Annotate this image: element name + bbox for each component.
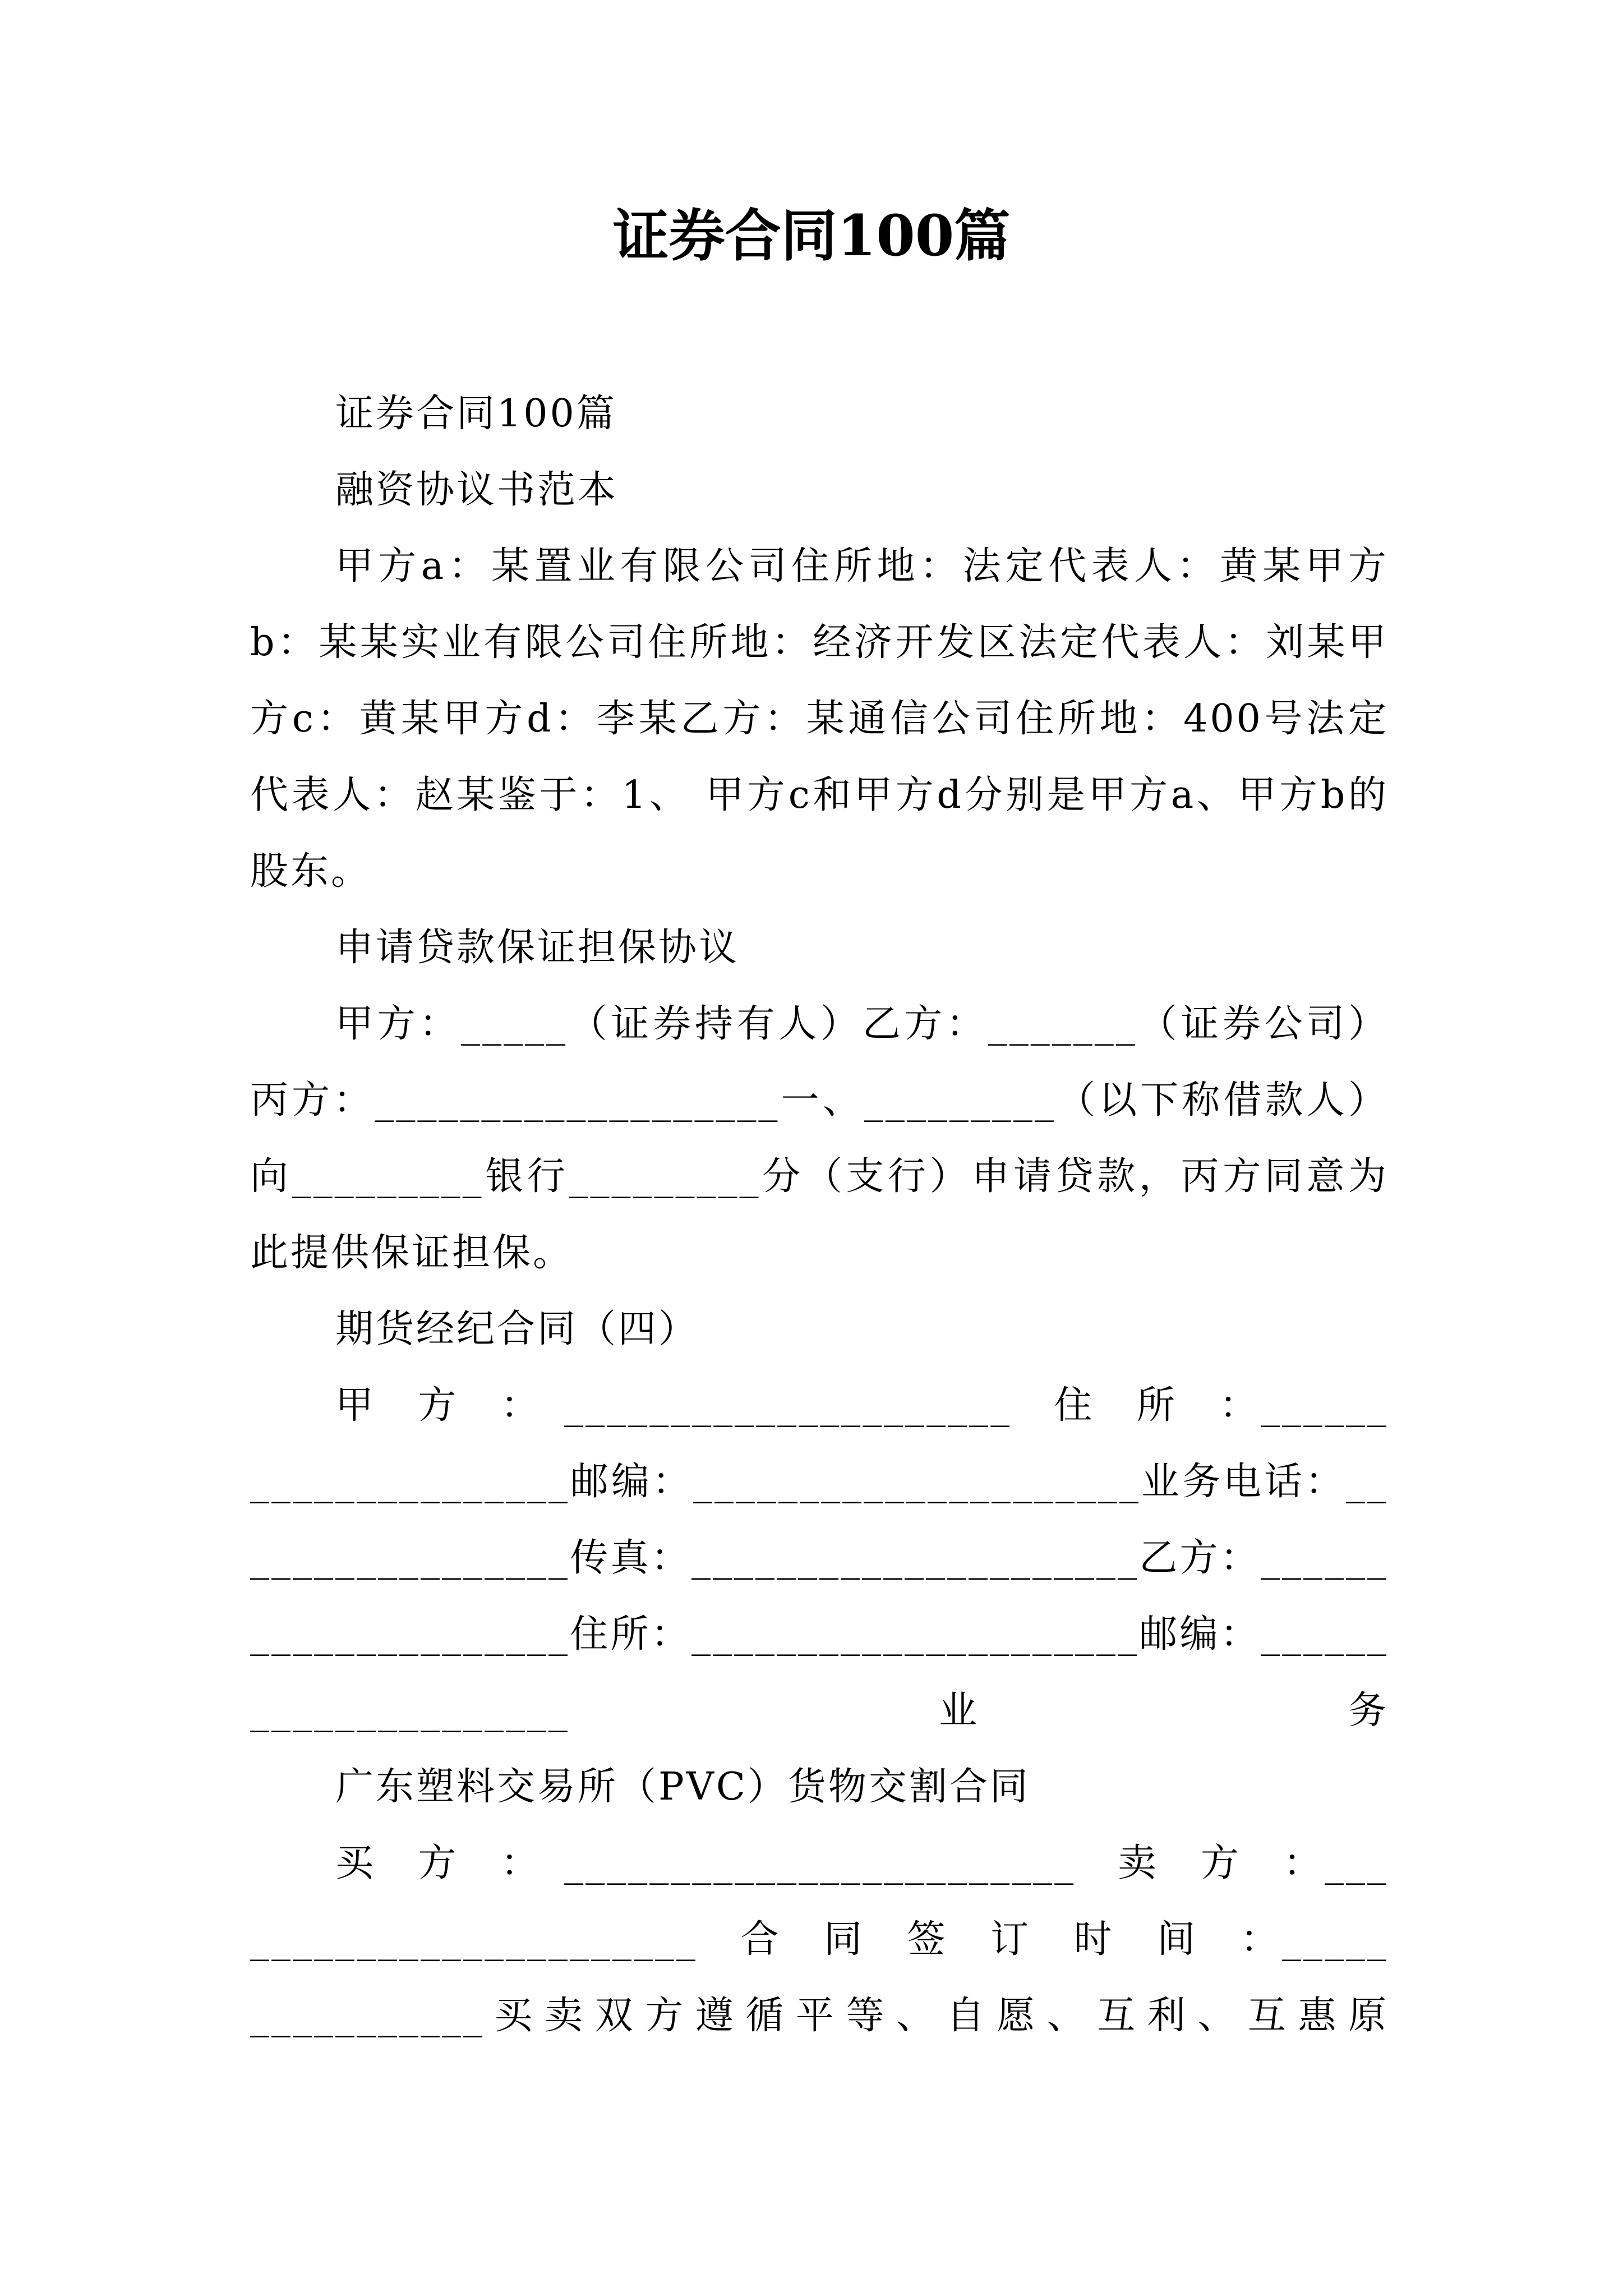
paragraph-section-heading: 期货经纪合同（四） [335,1307,699,1351]
document-title: 证券合同100篇 [612,203,1011,269]
paragraph-delivery-parties: 买 方 ： ________________________ 卖 方 ：________________________ 合 同 签 订 时 间 ：________________买卖双方遵循平等、自愿、互利、互惠原 [250,1841,1389,2038]
document-body [250,376,1389,2054]
paragraph-subtitle: 证券合同100篇 [335,392,617,436]
paragraph-section-heading: 广东塑料交易所（PVC）货物交割合同 [335,1765,1030,1809]
paragraph-section-heading: 申请贷款保证担保协议 [335,926,740,970]
paragraph-guarantee-body: 甲方：_____（证券持有人）乙方：_______（证券公司）丙方：___________________一、_________（以下称借款人）向_________银行_________分（支行）申请贷款，丙方同意为此提供保证担保。 [250,1002,1389,1275]
paragraph-futures-parties: 甲 方 ： _____________________ 住 所 ：_____________________邮编：_____________________业务电话：_________________传真：_____________________乙方：_____________________住所：_____________________邮编：_____________________业务 [250,1383,1389,1733]
paragraph-section-heading: 融资协议书范本 [335,468,619,512]
paragraph-financing-parties: 甲方a：某置业有限公司住所地：法定代表人：黄某甲方b：某某实业有限公司住所地：经济开发区法定代表人：刘某甲方c：黄某甲方d：李某乙方：某通信公司住所地：400号法定代表人：赵某鉴于：1、 甲方c和甲方d分别是甲方a、甲方b的股东。 [250,544,1389,894]
